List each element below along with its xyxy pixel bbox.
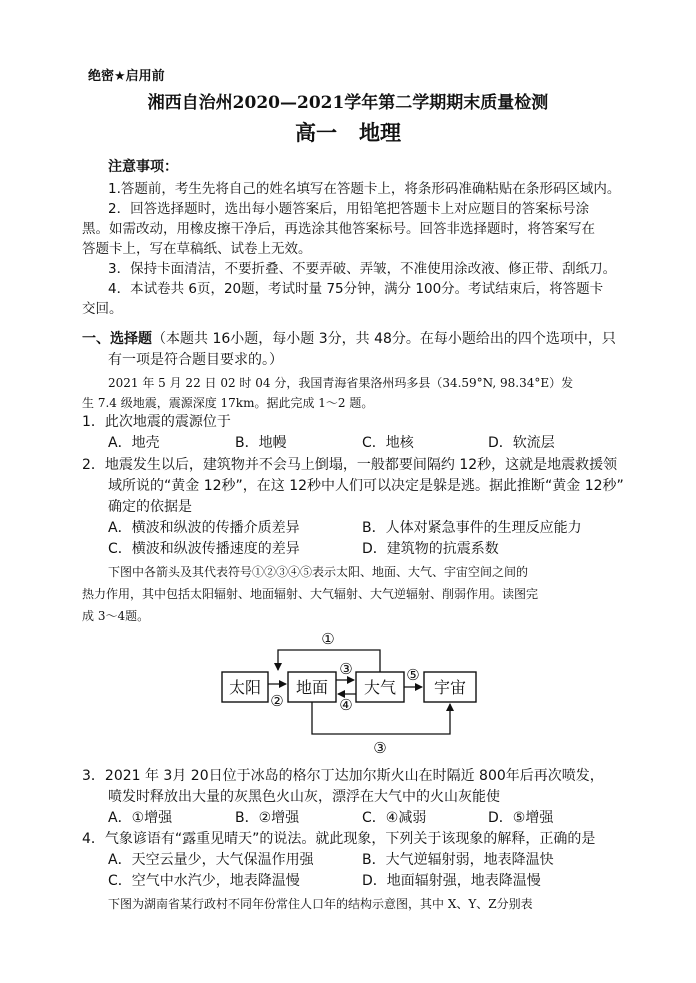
- section-heading: [82, 330, 616, 348]
- notice-line: 黑。如需改动，用橡皮擦干净后，再选涂其他答案标号。回答非选择题时，将答案写在: [82, 221, 595, 237]
- notice-line: 交回。: [82, 301, 123, 317]
- arrow-3-bottom: [312, 702, 450, 734]
- notice-line: 答题卡上，写在草稿纸、试卷上无效。: [82, 241, 312, 257]
- passage-text: 下图为湖南省某行政村不同年份常住人口年的结构示意图，其中 X、Y、Z分别表: [108, 897, 533, 911]
- question-stem: 1．此次地震的震源位于: [82, 414, 231, 430]
- question-stem: 域所说的“黄金 12秒”，在这 12秒中人们可以决定是躲是逃。据此推断“黄金 12秒”: [108, 478, 624, 494]
- notice-line: 4．本试卷共 6页，20题，考试时量 75分钟，满分 100分。考试结束后，将答题卡: [108, 281, 604, 297]
- section-label: 一、选择题: [82, 331, 152, 347]
- confidential-mark: 绝密★启用前: [88, 69, 165, 84]
- option-a: A．横波和纵波的传播介质差异: [108, 520, 300, 536]
- option-c: C．地核: [362, 435, 414, 451]
- option-b: B．②增强: [235, 810, 300, 826]
- option-d: D．建筑物的抗震系数: [362, 541, 499, 557]
- atmosphere-label: 大气: [363, 678, 397, 697]
- option-d: D．地面辐射强，地表降温慢: [362, 873, 541, 889]
- option-a: A．①增强: [108, 810, 173, 826]
- notice-heading: 注意事项：: [108, 159, 178, 175]
- space-label: 宇宙: [433, 678, 467, 697]
- option-c: C．④减弱: [362, 810, 427, 826]
- option-a: A．天空云量少，大气保温作用强: [108, 852, 314, 868]
- question-stem: 4．气象谚语有“露重见晴天”的说法。就此现象，下列关于该现象的解释，正确的是: [82, 831, 596, 847]
- label-3-bottom: ③: [373, 739, 387, 757]
- question-stem: 确定的依据是: [108, 499, 192, 515]
- question-stem: 2．地震发生以后，建筑物并不会马上倒塌，一般都要间隔约 12秒，这就是地震救援领: [82, 457, 618, 473]
- sun-label: 太阳: [228, 678, 262, 697]
- option-d: D．⑤增强: [488, 810, 554, 826]
- option-b: B．大气逆辐射弱，地表降温快: [362, 852, 554, 868]
- question-stem: 喷发时释放出大量的灰黑色火山灰，漂浮在大气中的火山灰能使: [108, 789, 500, 805]
- passage-text: 生 7.4 级地震，震源深度 17km。据此完成 1～2 题。: [82, 396, 374, 410]
- section-instructions: （本题共 16小题，每小题 3分，共 48分。在每小题给出的四个选项中，只: [152, 331, 616, 347]
- passage-text: 下图中各箭头及其代表符号①②③④⑤表示太阳、地面、大气、宇宙空间之间的: [108, 565, 529, 579]
- notice-line: 2．回答选择题时，选出每小题答案后，用铅笔把答题卡上对应题目的答案标号涂: [108, 201, 590, 217]
- ground-label: 地面: [295, 678, 329, 697]
- notice-line: 1.答题前，考生先将自己的姓名填写在答题卡上，将条形码准确粘贴在条形码区域内。: [108, 181, 621, 197]
- passage-text: 2021 年 5 月 22 日 02 时 04 分，我国青海省果洛州玛多县（34.59°N, 98.34°E）发: [108, 376, 574, 390]
- option-c: C．空气中水汽少，地表降温慢: [108, 873, 300, 889]
- passage-text: 成 3～4题。: [82, 609, 150, 623]
- label-3-top: ③: [339, 660, 353, 678]
- option-c: C．横波和纵波传播速度的差异: [108, 541, 300, 557]
- passage-text: 热力作用，其中包括太阳辐射、地面辐射、大气辐射、大气逆辐射、削弱作用。读图完: [82, 587, 539, 601]
- exam-subtitle: 高一 地理: [295, 120, 401, 145]
- question-stem: 3．2021 年 3月 20日位于冰岛的格尔丁达加尔斯火山在时隔近 800年后再次喷发，: [82, 768, 604, 784]
- heat-exchange-diagram: [210, 622, 490, 760]
- label-5: ⑤: [406, 666, 420, 684]
- option-d: D．软流层: [488, 435, 555, 451]
- exam-title: 湘西自治州2020—2021学年第二学期期末质量检测: [147, 93, 549, 113]
- label-2: ②: [270, 692, 284, 710]
- option-a: A．地壳: [108, 435, 160, 451]
- notice-line: 3．保持卡面清洁，不要折叠、不要弄破、弄皱，不准使用涂改液、修正带、刮纸刀。: [108, 261, 617, 277]
- option-b: B．地幔: [235, 435, 287, 451]
- option-b: B．人体对紧急事件的生理反应能力: [362, 520, 582, 536]
- label-1: ①: [321, 630, 335, 648]
- section-instructions-cont: 有一项是符合题目要求的。）: [108, 352, 283, 368]
- arrow-1: [278, 650, 380, 672]
- label-4: ④: [339, 696, 353, 714]
